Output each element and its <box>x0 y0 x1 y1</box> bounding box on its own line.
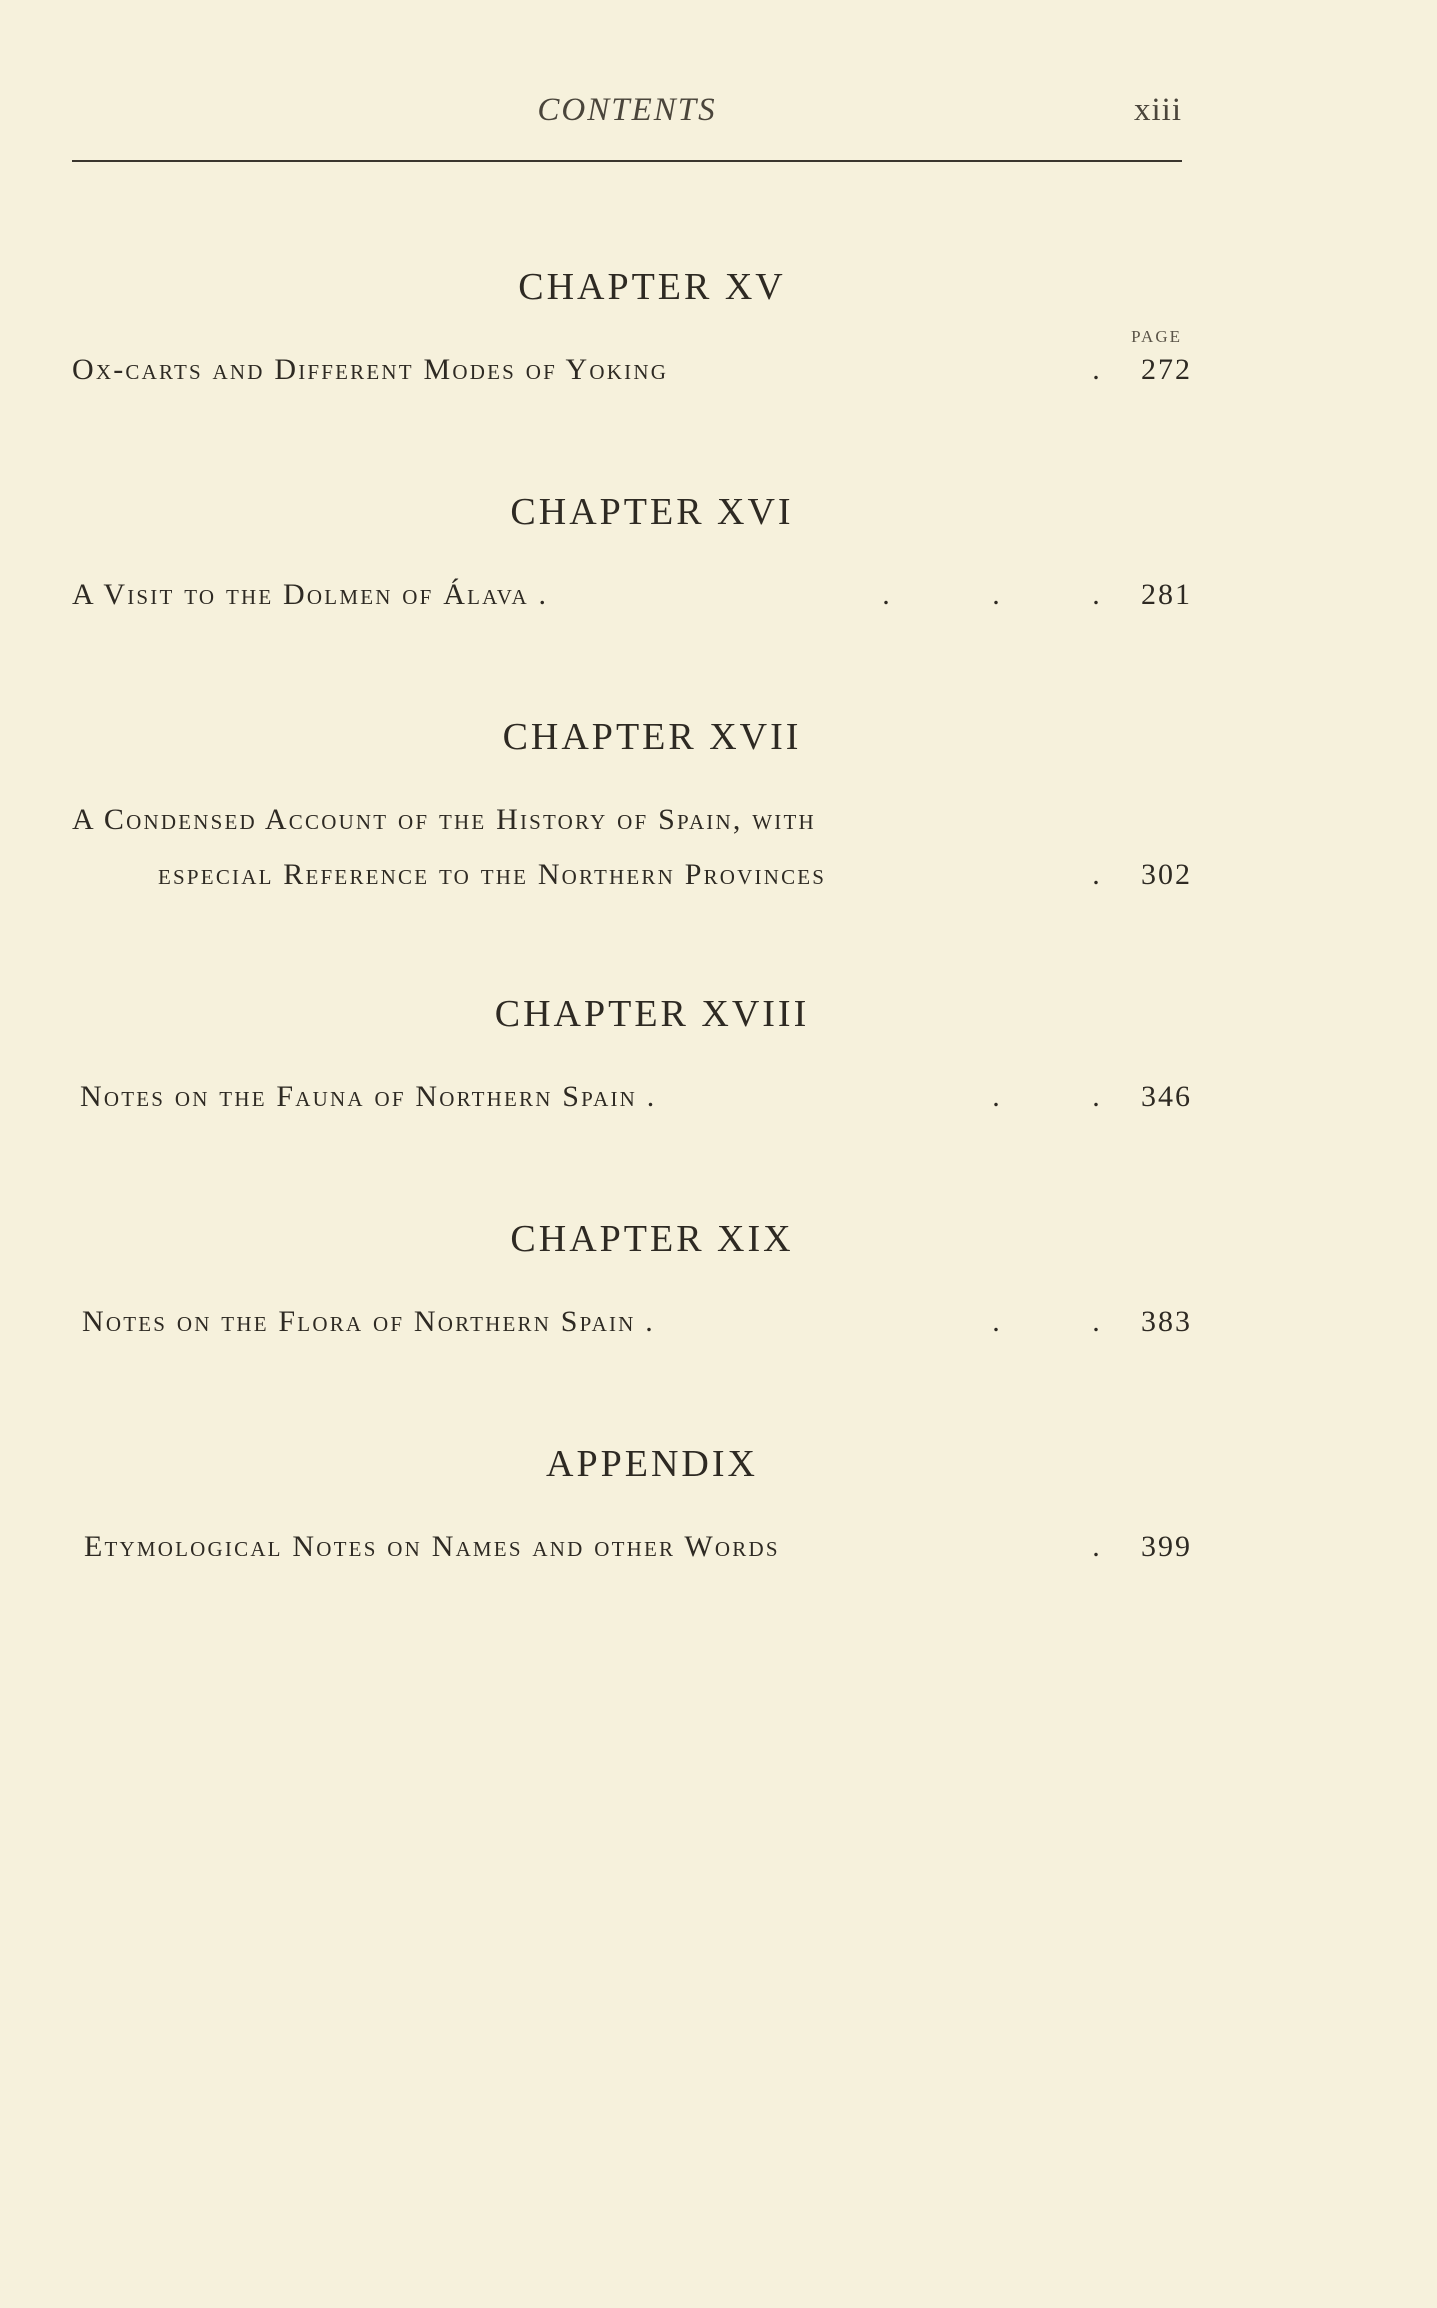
leader-dot: . <box>882 578 892 611</box>
toc-entry-line-1 <box>72 803 1192 837</box>
toc-entry-title: A Visit to the Dolmen of Álava . <box>72 578 549 611</box>
toc-entry-page: 272 <box>1141 353 1192 386</box>
header-rule <box>72 160 1182 162</box>
toc-entry-title-continued: especial Reference to the Northern Provinces <box>158 858 827 891</box>
toc-entry <box>72 578 1192 612</box>
leader-dot: . <box>1092 858 1102 891</box>
toc-entry <box>72 353 1192 387</box>
leader-dot: . <box>992 1080 1002 1113</box>
chapter-xviii <box>72 992 1192 1122</box>
leader-dot: . <box>1092 353 1102 386</box>
leader-dot: . <box>1092 1080 1102 1113</box>
toc-entry-title: Notes on the Flora of Northern Spain . <box>82 1305 655 1338</box>
leader-dot: . <box>1092 1305 1102 1338</box>
toc-entry-title: Notes on the Fauna of Northern Spain . <box>80 1080 657 1113</box>
appendix-heading: APPENDIX <box>546 1443 758 1485</box>
leader-dot: . <box>1092 1530 1102 1563</box>
toc-entry <box>82 1305 1192 1339</box>
running-head <box>72 92 1182 142</box>
chapter-xv <box>72 265 1192 405</box>
toc-entry <box>84 1530 1192 1564</box>
chapter-xix <box>72 1217 1192 1347</box>
leader-dot: . <box>992 1305 1002 1338</box>
page-column-label: PAGE <box>1131 327 1182 346</box>
chapter-xvi <box>72 490 1192 620</box>
chapter-heading: CHAPTER XIX <box>510 1218 794 1260</box>
toc-entry <box>80 1080 1192 1114</box>
toc-entry-page: 346 <box>1141 1080 1192 1113</box>
running-page-number: xiii <box>1133 92 1182 128</box>
chapter-xvii <box>72 715 1192 895</box>
toc-entry-title: Etymological Notes on Names and other Words <box>84 1530 780 1563</box>
chapter-heading: CHAPTER XVI <box>510 491 794 533</box>
toc-entry-page: 302 <box>1141 858 1192 891</box>
toc-entry-line-2 <box>158 858 1192 892</box>
chapter-heading: CHAPTER XVII <box>502 716 802 758</box>
toc-entry-title: Ox-carts and Different Modes of Yoking <box>72 353 669 386</box>
appendix <box>72 1442 1192 1572</box>
toc-entry-page: 399 <box>1141 1530 1192 1563</box>
leader-dot: . <box>992 578 1002 611</box>
toc-entry-page: 281 <box>1141 578 1192 611</box>
toc-entry-page: 383 <box>1141 1305 1192 1338</box>
chapter-heading: CHAPTER XV <box>518 266 786 308</box>
running-title: CONTENTS <box>537 92 717 128</box>
leader-dot: . <box>1092 578 1102 611</box>
chapter-heading: CHAPTER XVIII <box>494 993 810 1035</box>
toc-entry-title: A Condensed Account of the History of Spain, with <box>72 803 816 836</box>
